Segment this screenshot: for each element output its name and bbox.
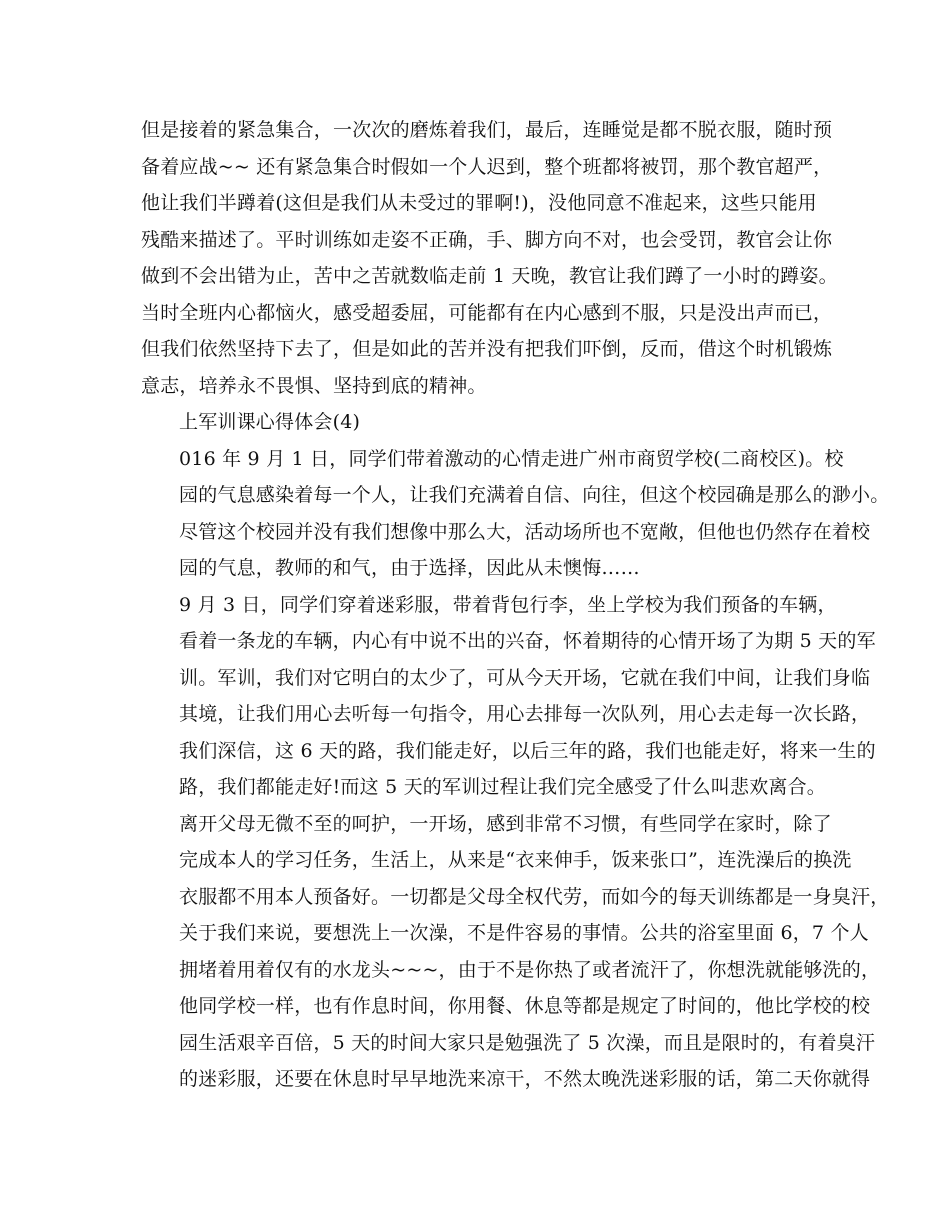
text-line: 拥堵着用着仅有的水龙头~~~，由于不是你热了或者流汗了，你想洗就能够洗的，	[179, 958, 881, 981]
text-line: 备着应战~~ 还有紧急集合时假如一个人迟到，整个班都将被罚，那个教官超严，	[141, 155, 833, 178]
text-line: 园的气息，教师的和气，由于选择，因此从未懊悔……	[179, 557, 640, 579]
text-line: 我们深信，这 6 天的路，我们能走好，以后三年的路，我们也能走好，将来一生的	[179, 739, 876, 762]
paragraph	[141, 112, 838, 404]
text-line: 完成本人的学习任务，生活上，从来是“衣来伸手，饭来张口”，连洗澡后的换洗	[179, 849, 852, 871]
paragraph	[141, 404, 811, 441]
text-line: 的迷彩服，还要在休息时早早地洗来凉干，不然太晚洗迷彩服的话，第二天你就得	[179, 1068, 871, 1090]
text-line: 离开父母无微不至的呵护，一开场，感到非常不习惯，有些同学在家时，除了	[179, 812, 832, 835]
text-line: 当时全班内心都恼火，感受超委屈，可能都有在内心感到不服，只是没出声而已，	[141, 301, 833, 324]
text-line: 训。军训，我们对它明白的太少了，可从今天开场，它就在我们中间，让我们身临	[179, 666, 871, 689]
text-line: 016 年 9 月 1 日，同学们带着激动的心情走进广州市商贸学校(二商校区)。校	[179, 447, 844, 470]
text-line: 9 月 3 日，同学们穿着迷彩服，带着背包行李，坐上学校为我们预备的车辆，	[179, 593, 837, 616]
text-line: 其境，让我们用心去听每一句指令，用心去排每一次队列，用心去走每一次长路，	[179, 703, 871, 725]
text-line: 上军训课心得体会(4)	[179, 411, 361, 433]
text-line: 意志，培养永不畏惧、坚持到底的精神。	[141, 374, 487, 397]
text-line: 他让我们半蹲着(这但是我们从未受过的罪啊!)，没他同意不准起来，这些只能用	[141, 192, 817, 214]
text-line: 但是接着的紧急集合，一次次的磨炼着我们，最后，连睡觉是都不脱衣服，随时预	[141, 119, 833, 141]
text-line: 看着一条龙的车辆，内心有中说不出的兴奋，怀着期待的心情开场了为期 5 天的军	[179, 630, 876, 652]
text-line: 园生活艰辛百倍，5 天的时间大家只是勉强洗了 5 次澡，而且是限时的，有着臭汗	[179, 1031, 876, 1054]
text-line: 园的气息感染着每一个人，让我们充满着自信、向往，但这个校园确是那么的渺小。	[179, 484, 890, 506]
text-line: 做到不会出错为止，苦中之苦就数临走前 1 天晚，教官让我们蹲了一小时的蹲姿。	[141, 265, 838, 287]
text-line: 他同学校一样，也有作息时间，你用餐、休息等都是规定了时间的，他比学校的校	[179, 995, 871, 1017]
text-line: 残酷来描述了。平时训练如走姿不正确，手、脚方向不对，也会受罚，教官会让你	[141, 228, 833, 251]
paragraph	[141, 587, 876, 806]
document-body	[141, 112, 890, 1098]
text-line: 路，我们都能走好!而这 5 天的军训过程让我们完全感受了什么叫悲欢离合。	[179, 776, 827, 798]
text-line: 尽管这个校园并没有我们想像中那么大，活动场所也不宽敞，但他也仍然存在着校	[179, 520, 871, 543]
text-line: 但我们依然坚持下去了，但是如此的苦并没有把我们吓倒，反而，借这个时机锻炼	[141, 338, 833, 360]
paragraph	[141, 806, 890, 1098]
paragraph	[141, 441, 890, 587]
text-line: 衣服都不用本人预备好。一切都是父母全权代劳，而如今的每天训练都是一身臭汗，	[179, 885, 890, 908]
text-line: 关于我们来说，要想洗上一次澡，不是件容易的事情。公共的浴室里面 6，7 个人	[179, 922, 869, 944]
